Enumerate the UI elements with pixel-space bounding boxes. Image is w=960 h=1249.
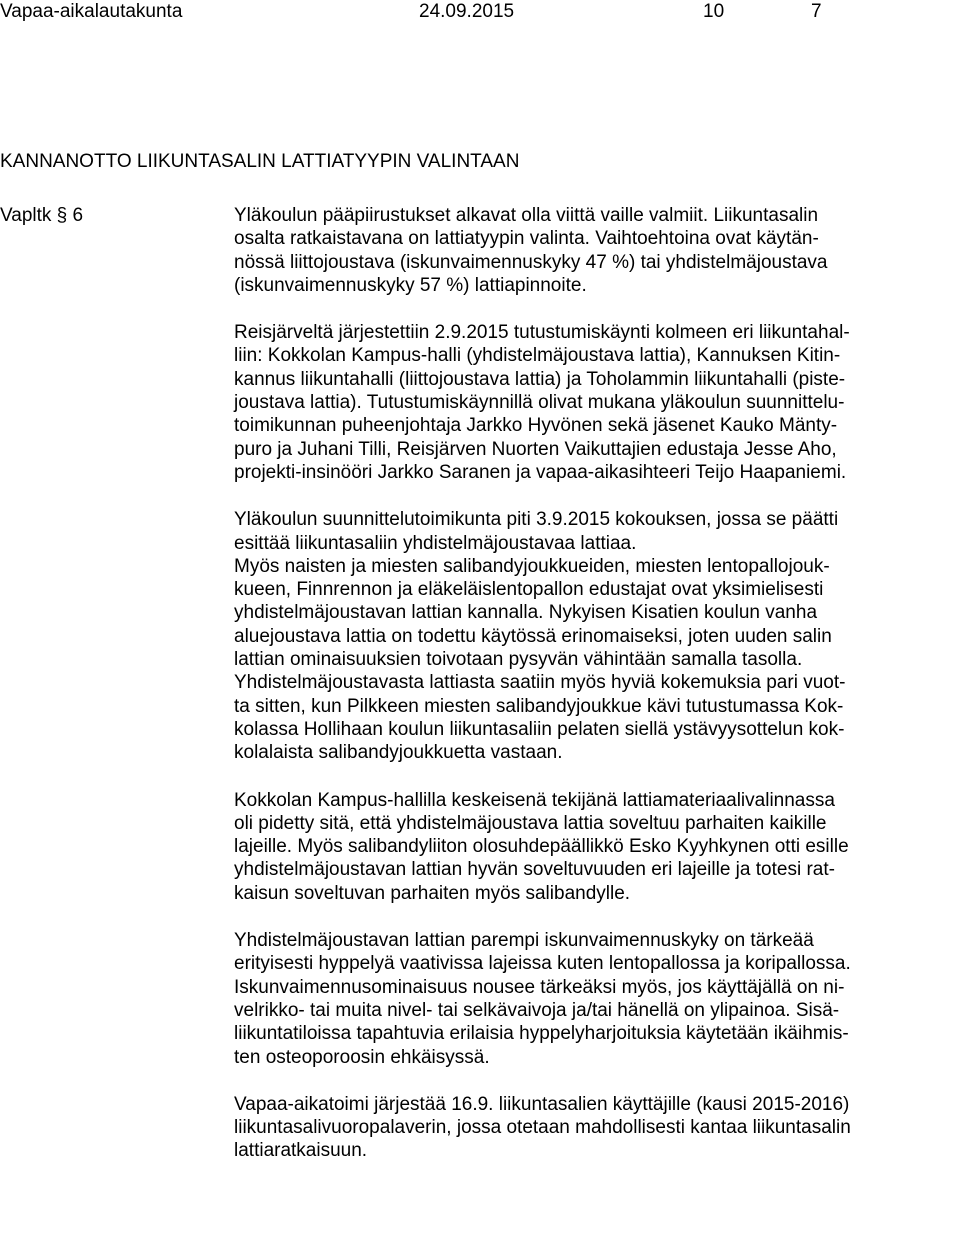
text-line: erityisesti hyppelyä vaativissa lajeissa kuten lentopallossa ja koripallossa.: [234, 953, 851, 975]
text-line: oli pidetty sitä, että yhdistelmäjoustava lattia soveltuu parhaiten kaikille: [234, 812, 827, 834]
committee-name: Vapaa-aikalautakunta: [0, 1, 183, 22]
text-line: osalta ratkaistavana on lattiatyypin valinta. Vaihtoehtoina ovat käytän-: [234, 228, 819, 250]
text-line: kolassa Hollihaan koulun liikuntasaliin pelaten siellä ystävyysottelun kok-: [234, 718, 845, 740]
text-line: Iskunvaimennusominaisuus nousee tärkeäksi myös, jos käyttäjällä on ni-: [234, 976, 845, 998]
text-line: yhdistelmäjoustavan lattian kannalla. Nykyisen Kisatien koulun vanha: [234, 602, 818, 624]
text-line: Kokkolan Kampus-hallilla keskeisenä tekijänä lattiamateriaalivalinnassa: [234, 789, 835, 811]
text-line: kolalaista salibandyjoukkuetta vastaan.: [234, 742, 563, 764]
document-header: [0, 0, 960, 24]
text-line: Yhdistelmäjoustavan lattian parempi iskunvaimennuskyky on tärkeää: [234, 930, 814, 952]
text-line: liin: Kokkolan Kampus-halli (yhdistelmäjoustava lattia), Kannuksen Kitin-: [234, 345, 841, 367]
text-line: yhdistelmäjoustavan lattian hyvän soveltuvuuden eri lajeille ja totesi rat-: [234, 859, 835, 881]
document-title: KANNANOTTO LIIKUNTASALIN LATTIATYYPIN VALINTAAN: [0, 151, 520, 172]
text-line: lattian ominaisuuksien toivotaan pysyvän vähintään samalla tasolla.: [234, 649, 803, 671]
text-line: kueen, Finnrennon ja eläkeläislentopallon edustajat ovat yksimielisesti: [234, 579, 824, 601]
text-line: (iskunvaimennuskyky 57 %) lattiapinnoite.: [234, 274, 587, 296]
paragraph: [234, 321, 954, 484]
document-body: [234, 204, 954, 1163]
text-line: aluejoustava lattia on todettu käytössä erinomaiseksi, joten uuden salin: [234, 625, 832, 647]
text-line: kaisun soveltuvan parhaiten myös salibandylle.: [234, 882, 631, 904]
text-line: nössä liittojoustava (iskunvaimennuskyky 47 %) tai yhdistelmäjoustava: [234, 251, 828, 273]
text-line: Yläkoulun pääpiirustukset alkavat olla viittä vaille valmiit. Liikuntasalin: [234, 205, 819, 226]
paragraph: [234, 1093, 954, 1163]
case-reference: Vapltk § 6: [0, 205, 84, 226]
text-line: liikuntatiloissa tapahtuvia erilaisia hyppelyharjoituksia käytetään ikäihmis-: [234, 1023, 849, 1045]
page-number: 7: [811, 1, 822, 22]
text-line: toimikunnan puheenjohtaja Jarkko Hyvönen sekä jäsenet Kauko Mänty-: [234, 415, 838, 437]
text-line: Reisjärveltä järjestettiin 2.9.2015 tutustumiskäynti kolmeen eri liikuntahal-: [234, 322, 850, 344]
paragraph: [234, 204, 954, 297]
text-line: lajeille. Myös salibandyliiton olosuhdepäällikkö Esko Kyyhkynen otti esille: [234, 836, 849, 858]
text-line: velrikko- tai muita nivel- tai selkävaivoja ja/tai hänellä on ylipainoa. Sisä-: [234, 999, 840, 1021]
paragraph: [234, 929, 954, 1069]
paragraph: [234, 508, 954, 764]
text-line: ta sitten, kun Pilkkeen miesten salibandyjoukkue kävi tutustumassa Kok-: [234, 695, 844, 717]
text-line: Vapaa-aikatoimi järjestää 16.9. liikuntasalien käyttäjille (kausi 2015-2016): [234, 1093, 850, 1115]
text-line: kannus liikuntahalli (liittojoustava lattia) ja Toholammin liikuntahalli (piste-: [234, 368, 846, 390]
text-line: liikuntasalivuoropalaverin, jossa otetaan mahdollisesti kantaa liikuntasalin: [234, 1117, 851, 1139]
text-line: Yläkoulun suunnittelutoimikunta piti 3.9.2015 kokouksen, jossa se päätti: [234, 509, 839, 531]
text-line: projekti-insinööri Jarkko Saranen ja vapaa-aikasihteeri Teijo Haapaniemi.: [234, 461, 847, 483]
meeting-date: 24.09.2015: [419, 1, 515, 22]
text-line: joustava lattia). Tutustumiskäynnillä olivat mukana yläkoulun suunnittelu-: [234, 392, 845, 414]
paragraph: [234, 789, 954, 905]
text-line: puro ja Juhani Tilli, Reisjärven Nuorten Vaikuttajien edustaja Jesse Aho,: [234, 438, 837, 460]
text-line: esittää liikuntasaliin yhdistelmäjoustavaa lattiaa.: [234, 532, 637, 554]
section-number: 10: [703, 1, 725, 22]
text-line: ten osteoporoosin ehkäisyssä.: [234, 1046, 490, 1068]
text-line: Yhdistelmäjoustavasta lattiasta saatiin myös hyviä kokemuksia pari vuot-: [234, 672, 846, 694]
text-line: Myös naisten ja miesten salibandyjoukkueiden, miesten lentopallojouk-: [234, 555, 830, 577]
text-line: lattiaratkaisuun.: [234, 1140, 368, 1162]
